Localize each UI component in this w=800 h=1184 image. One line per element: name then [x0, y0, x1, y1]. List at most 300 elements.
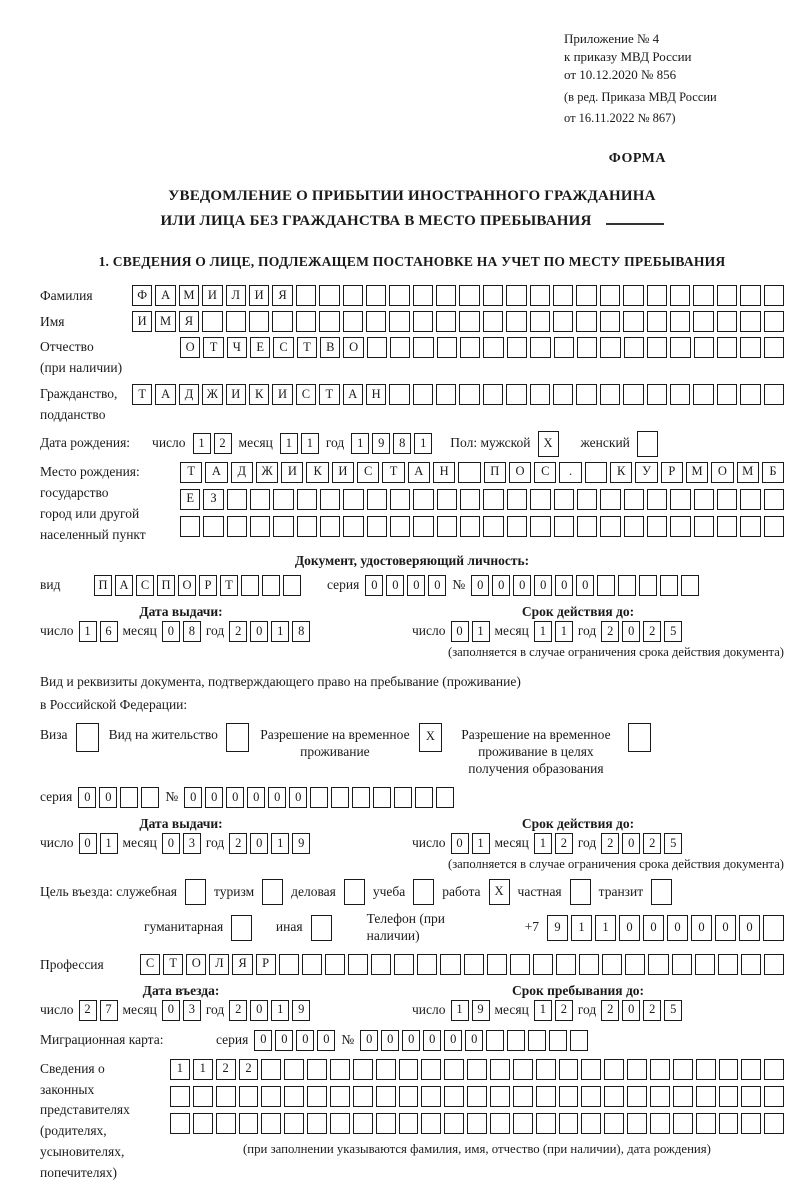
- char-box[interactable]: [320, 489, 340, 510]
- char-box[interactable]: [464, 954, 484, 975]
- char-box[interactable]: 9: [547, 915, 568, 941]
- char-box[interactable]: [604, 1113, 624, 1134]
- char-box[interactable]: Б: [762, 462, 784, 483]
- char-box[interactable]: [660, 575, 678, 596]
- char-box[interactable]: Д: [231, 462, 253, 483]
- char-box[interactable]: [696, 1113, 716, 1134]
- char-box[interactable]: 0: [619, 915, 640, 941]
- char-box[interactable]: [764, 1086, 784, 1107]
- char-box[interactable]: [483, 311, 503, 332]
- char-box[interactable]: 1: [534, 833, 552, 854]
- char-box[interactable]: [764, 311, 784, 332]
- char-box[interactable]: Ж: [256, 462, 278, 483]
- char-box[interactable]: 0: [428, 575, 446, 596]
- char-box[interactable]: 1: [414, 433, 432, 454]
- char-box[interactable]: [600, 337, 620, 358]
- char-box[interactable]: [399, 1086, 419, 1107]
- char-box[interactable]: [460, 337, 480, 358]
- char-box[interactable]: [513, 1059, 533, 1080]
- char-box[interactable]: [203, 516, 223, 537]
- char-box[interactable]: И: [332, 462, 354, 483]
- char-box[interactable]: А: [205, 462, 227, 483]
- char-box[interactable]: [273, 489, 293, 510]
- char-box[interactable]: [577, 489, 597, 510]
- char-box[interactable]: О: [178, 575, 196, 596]
- char-box[interactable]: [625, 954, 645, 975]
- char-box[interactable]: 2: [216, 1059, 236, 1080]
- char-box[interactable]: [436, 384, 456, 405]
- char-box[interactable]: А: [155, 285, 175, 306]
- char-box[interactable]: [530, 516, 550, 537]
- char-box[interactable]: [764, 337, 784, 358]
- char-box[interactable]: [581, 1059, 601, 1080]
- char-box[interactable]: [536, 1086, 556, 1107]
- char-box[interactable]: 5: [664, 1000, 682, 1021]
- char-box[interactable]: [764, 384, 784, 405]
- char-box[interactable]: Р: [256, 954, 276, 975]
- char-box[interactable]: [576, 285, 596, 306]
- char-box[interactable]: 2: [643, 833, 661, 854]
- char-box[interactable]: [650, 1113, 670, 1134]
- char-box[interactable]: [719, 1059, 739, 1080]
- char-box[interactable]: 0: [162, 833, 180, 854]
- char-box[interactable]: И: [272, 384, 292, 405]
- char-box[interactable]: [330, 1086, 350, 1107]
- char-box[interactable]: 8: [292, 621, 310, 642]
- char-box[interactable]: У: [635, 462, 657, 483]
- char-box[interactable]: [585, 462, 607, 483]
- char-box[interactable]: [670, 337, 690, 358]
- char-box[interactable]: [600, 384, 620, 405]
- char-box[interactable]: 6: [100, 621, 118, 642]
- char-box[interactable]: [740, 337, 760, 358]
- char-box[interactable]: [343, 489, 363, 510]
- temp-residence-checkbox[interactable]: [419, 723, 442, 752]
- char-box[interactable]: [440, 954, 460, 975]
- char-box[interactable]: 1: [193, 1059, 213, 1080]
- char-box[interactable]: [394, 954, 414, 975]
- char-box[interactable]: [600, 311, 620, 332]
- char-box[interactable]: 8: [393, 433, 411, 454]
- char-box[interactable]: [344, 879, 365, 905]
- char-box[interactable]: 1: [595, 915, 616, 941]
- char-box[interactable]: 2: [214, 433, 232, 454]
- char-box[interactable]: [202, 311, 222, 332]
- char-box[interactable]: [262, 879, 283, 905]
- char-box[interactable]: [261, 1086, 281, 1107]
- char-box[interactable]: 0: [471, 575, 489, 596]
- purpose-humanitarian-checkbox[interactable]: [231, 915, 252, 941]
- char-box[interactable]: 0: [643, 915, 664, 941]
- char-box[interactable]: [417, 954, 437, 975]
- char-box[interactable]: [718, 954, 738, 975]
- char-box[interactable]: [444, 1113, 464, 1134]
- char-box[interactable]: 2: [229, 833, 247, 854]
- char-box[interactable]: [467, 1086, 487, 1107]
- char-box[interactable]: [740, 516, 760, 537]
- char-box[interactable]: 7: [100, 1000, 118, 1021]
- char-box[interactable]: [486, 1030, 504, 1051]
- char-box[interactable]: С: [357, 462, 379, 483]
- char-box[interactable]: В: [320, 337, 340, 358]
- char-box[interactable]: [570, 879, 591, 905]
- char-box[interactable]: [284, 1113, 304, 1134]
- char-box[interactable]: [647, 311, 667, 332]
- visa-checkbox[interactable]: [76, 723, 99, 752]
- char-box[interactable]: [579, 954, 599, 975]
- char-box[interactable]: [647, 516, 667, 537]
- char-box[interactable]: [623, 384, 643, 405]
- char-box[interactable]: [577, 516, 597, 537]
- char-box[interactable]: [437, 337, 457, 358]
- purpose-tourism-checkbox[interactable]: [262, 879, 283, 905]
- char-box[interactable]: 9: [292, 1000, 310, 1021]
- char-box[interactable]: П: [484, 462, 506, 483]
- char-box[interactable]: [459, 311, 479, 332]
- char-box[interactable]: С: [140, 954, 160, 975]
- char-box[interactable]: 2: [601, 621, 619, 642]
- char-box[interactable]: [741, 954, 761, 975]
- char-box[interactable]: [672, 954, 692, 975]
- char-box[interactable]: К: [610, 462, 632, 483]
- char-box[interactable]: [120, 787, 138, 808]
- char-box[interactable]: [554, 516, 574, 537]
- char-box[interactable]: [693, 311, 713, 332]
- char-box[interactable]: 1: [100, 833, 118, 854]
- char-box[interactable]: [507, 1030, 525, 1051]
- purpose-official-checkbox[interactable]: [185, 879, 206, 905]
- char-box[interactable]: [170, 1113, 190, 1134]
- char-box[interactable]: М: [155, 311, 175, 332]
- purpose-other-checkbox[interactable]: [311, 915, 332, 941]
- char-box[interactable]: [250, 516, 270, 537]
- char-box[interactable]: [536, 1059, 556, 1080]
- char-box[interactable]: М: [179, 285, 199, 306]
- char-box[interactable]: [226, 311, 246, 332]
- char-box[interactable]: [413, 516, 433, 537]
- purpose-business-checkbox[interactable]: [344, 879, 365, 905]
- char-box[interactable]: Е: [250, 337, 270, 358]
- char-box[interactable]: [421, 1059, 441, 1080]
- char-box[interactable]: А: [115, 575, 133, 596]
- char-box[interactable]: [670, 285, 690, 306]
- char-box[interactable]: [581, 1086, 601, 1107]
- char-box[interactable]: [556, 954, 576, 975]
- char-box[interactable]: [330, 1059, 350, 1080]
- char-box[interactable]: Ф: [132, 285, 152, 306]
- char-box[interactable]: [624, 516, 644, 537]
- char-box[interactable]: [483, 384, 503, 405]
- purpose-private-checkbox[interactable]: [570, 879, 591, 905]
- char-box[interactable]: [459, 285, 479, 306]
- char-box[interactable]: [717, 311, 737, 332]
- char-box[interactable]: 2: [79, 1000, 97, 1021]
- char-box[interactable]: [458, 462, 480, 483]
- char-box[interactable]: К: [306, 462, 328, 483]
- char-box[interactable]: Т: [203, 337, 223, 358]
- char-box[interactable]: [284, 1086, 304, 1107]
- char-box[interactable]: [261, 1113, 281, 1134]
- char-box[interactable]: .: [559, 462, 581, 483]
- char-box[interactable]: [366, 311, 386, 332]
- char-box[interactable]: [389, 285, 409, 306]
- char-box[interactable]: Ж: [202, 384, 222, 405]
- char-box[interactable]: [390, 337, 410, 358]
- char-box[interactable]: Д: [179, 384, 199, 405]
- char-box[interactable]: [296, 285, 316, 306]
- char-box[interactable]: [436, 787, 454, 808]
- char-box[interactable]: [239, 1113, 259, 1134]
- char-box[interactable]: С: [534, 462, 556, 483]
- char-box[interactable]: [227, 489, 247, 510]
- char-box[interactable]: [764, 954, 784, 975]
- char-box[interactable]: [273, 516, 293, 537]
- char-box[interactable]: [717, 489, 737, 510]
- char-box[interactable]: [627, 1086, 647, 1107]
- char-box[interactable]: [717, 384, 737, 405]
- char-box[interactable]: [549, 1030, 567, 1051]
- char-box[interactable]: [352, 787, 370, 808]
- char-box[interactable]: [490, 1059, 510, 1080]
- char-box[interactable]: [353, 1086, 373, 1107]
- char-box[interactable]: А: [343, 384, 363, 405]
- char-box[interactable]: 0: [667, 915, 688, 941]
- char-box[interactable]: [696, 1059, 716, 1080]
- char-box[interactable]: 0: [289, 787, 307, 808]
- char-box[interactable]: [719, 1113, 739, 1134]
- char-box[interactable]: [604, 1086, 624, 1107]
- char-box[interactable]: [231, 915, 252, 941]
- char-box[interactable]: 0: [534, 575, 552, 596]
- char-box[interactable]: 1: [571, 915, 592, 941]
- char-box[interactable]: [623, 311, 643, 332]
- char-box[interactable]: 0: [184, 787, 202, 808]
- char-box[interactable]: И: [249, 285, 269, 306]
- char-box[interactable]: 0: [79, 833, 97, 854]
- char-box[interactable]: Я: [232, 954, 252, 975]
- temp-residence-edu-checkbox[interactable]: [628, 723, 651, 752]
- char-box[interactable]: 2: [601, 833, 619, 854]
- purpose-transit-checkbox[interactable]: [651, 879, 672, 905]
- char-box[interactable]: Е: [180, 489, 200, 510]
- char-box[interactable]: Т: [382, 462, 404, 483]
- char-box[interactable]: 1: [193, 433, 211, 454]
- char-box[interactable]: О: [180, 337, 200, 358]
- char-box[interactable]: [376, 1059, 396, 1080]
- char-box[interactable]: [180, 516, 200, 537]
- char-box[interactable]: [413, 337, 433, 358]
- char-box[interactable]: [343, 311, 363, 332]
- char-box[interactable]: 1: [534, 621, 552, 642]
- char-box[interactable]: С: [136, 575, 154, 596]
- char-box[interactable]: [764, 1113, 784, 1134]
- char-box[interactable]: [348, 954, 368, 975]
- char-box[interactable]: 0: [99, 787, 117, 808]
- char-box[interactable]: [554, 489, 574, 510]
- char-box[interactable]: [528, 1030, 546, 1051]
- char-box[interactable]: [627, 1113, 647, 1134]
- char-box[interactable]: [216, 1113, 236, 1134]
- char-box[interactable]: [694, 516, 714, 537]
- char-box[interactable]: [554, 337, 574, 358]
- char-box[interactable]: X: [419, 723, 442, 752]
- char-box[interactable]: 1: [271, 833, 289, 854]
- char-box[interactable]: [576, 384, 596, 405]
- char-box[interactable]: [576, 311, 596, 332]
- char-box[interactable]: X: [538, 431, 559, 457]
- char-box[interactable]: 0: [402, 1030, 420, 1051]
- char-box[interactable]: 2: [601, 1000, 619, 1021]
- char-box[interactable]: [741, 1059, 761, 1080]
- char-box[interactable]: 1: [351, 433, 369, 454]
- char-box[interactable]: С: [273, 337, 293, 358]
- char-box[interactable]: 0: [622, 621, 640, 642]
- char-box[interactable]: [553, 311, 573, 332]
- char-box[interactable]: [740, 384, 760, 405]
- char-box[interactable]: 9: [472, 1000, 490, 1021]
- char-box[interactable]: [170, 1086, 190, 1107]
- char-box[interactable]: [597, 575, 615, 596]
- char-box[interactable]: [272, 311, 292, 332]
- char-box[interactable]: [600, 489, 620, 510]
- char-box[interactable]: [741, 1086, 761, 1107]
- char-box[interactable]: [764, 489, 784, 510]
- char-box[interactable]: [297, 516, 317, 537]
- char-box[interactable]: [530, 384, 550, 405]
- char-box[interactable]: 5: [664, 833, 682, 854]
- char-box[interactable]: [764, 285, 784, 306]
- char-box[interactable]: [719, 1086, 739, 1107]
- char-box[interactable]: П: [157, 575, 175, 596]
- char-box[interactable]: [506, 285, 526, 306]
- char-box[interactable]: 2: [555, 1000, 573, 1021]
- char-box[interactable]: 0: [250, 1000, 268, 1021]
- char-box[interactable]: [647, 489, 667, 510]
- char-box[interactable]: Т: [163, 954, 183, 975]
- char-box[interactable]: [483, 337, 503, 358]
- char-box[interactable]: 0: [555, 575, 573, 596]
- char-box[interactable]: [763, 915, 784, 941]
- char-box[interactable]: [376, 1113, 396, 1134]
- residence-permit-checkbox[interactable]: [226, 723, 249, 752]
- char-box[interactable]: [637, 431, 658, 457]
- char-box[interactable]: [507, 337, 527, 358]
- purpose-study-checkbox[interactable]: [413, 879, 434, 905]
- char-box[interactable]: [483, 489, 503, 510]
- char-box[interactable]: [717, 285, 737, 306]
- char-box[interactable]: [325, 954, 345, 975]
- char-box[interactable]: [415, 787, 433, 808]
- char-box[interactable]: [343, 285, 363, 306]
- char-box[interactable]: [460, 489, 480, 510]
- char-box[interactable]: [226, 723, 249, 752]
- char-box[interactable]: 0: [162, 1000, 180, 1021]
- char-box[interactable]: П: [94, 575, 112, 596]
- char-box[interactable]: [651, 879, 672, 905]
- char-box[interactable]: [460, 516, 480, 537]
- char-box[interactable]: [437, 489, 457, 510]
- char-box[interactable]: 0: [622, 1000, 640, 1021]
- char-box[interactable]: И: [202, 285, 222, 306]
- char-box[interactable]: [320, 516, 340, 537]
- char-box[interactable]: 0: [492, 575, 510, 596]
- char-box[interactable]: [693, 285, 713, 306]
- char-box[interactable]: [330, 1113, 350, 1134]
- char-box[interactable]: [376, 1086, 396, 1107]
- char-box[interactable]: И: [226, 384, 246, 405]
- char-box[interactable]: [618, 575, 636, 596]
- char-box[interactable]: [533, 954, 553, 975]
- char-box[interactable]: [284, 1059, 304, 1080]
- char-box[interactable]: [239, 1086, 259, 1107]
- char-box[interactable]: Н: [433, 462, 455, 483]
- char-box[interactable]: [506, 311, 526, 332]
- char-box[interactable]: [241, 575, 259, 596]
- char-box[interactable]: Р: [661, 462, 683, 483]
- char-box[interactable]: [421, 1113, 441, 1134]
- char-box[interactable]: [444, 1059, 464, 1080]
- char-box[interactable]: [467, 1113, 487, 1134]
- char-box[interactable]: Л: [209, 954, 229, 975]
- char-box[interactable]: 0: [162, 621, 180, 642]
- char-box[interactable]: [740, 489, 760, 510]
- char-box[interactable]: [367, 489, 387, 510]
- char-box[interactable]: [693, 384, 713, 405]
- char-box[interactable]: [670, 384, 690, 405]
- char-box[interactable]: [740, 311, 760, 332]
- char-box[interactable]: Я: [179, 311, 199, 332]
- char-box[interactable]: [141, 787, 159, 808]
- char-box[interactable]: 0: [444, 1030, 462, 1051]
- char-box[interactable]: А: [408, 462, 430, 483]
- char-box[interactable]: [459, 384, 479, 405]
- char-box[interactable]: [696, 1086, 716, 1107]
- char-box[interactable]: 0: [407, 575, 425, 596]
- char-box[interactable]: [483, 285, 503, 306]
- char-box[interactable]: 2: [229, 621, 247, 642]
- char-box[interactable]: [444, 1086, 464, 1107]
- char-box[interactable]: [262, 575, 280, 596]
- char-box[interactable]: [310, 787, 328, 808]
- char-box[interactable]: [216, 1086, 236, 1107]
- char-box[interactable]: [413, 384, 433, 405]
- char-box[interactable]: 0: [423, 1030, 441, 1051]
- char-box[interactable]: 2: [643, 621, 661, 642]
- char-box[interactable]: 0: [78, 787, 96, 808]
- char-box[interactable]: 2: [229, 1000, 247, 1021]
- char-box[interactable]: 3: [183, 1000, 201, 1021]
- char-box[interactable]: [261, 1059, 281, 1080]
- char-box[interactable]: 1: [472, 621, 490, 642]
- char-box[interactable]: [581, 1113, 601, 1134]
- char-box[interactable]: 0: [622, 833, 640, 854]
- char-box[interactable]: [76, 723, 99, 752]
- char-box[interactable]: [670, 311, 690, 332]
- char-box[interactable]: [371, 954, 391, 975]
- char-box[interactable]: 9: [372, 433, 390, 454]
- char-box[interactable]: [530, 285, 550, 306]
- char-box[interactable]: 0: [381, 1030, 399, 1051]
- char-box[interactable]: Т: [297, 337, 317, 358]
- char-box[interactable]: [570, 1030, 588, 1051]
- char-box[interactable]: [623, 285, 643, 306]
- char-box[interactable]: 0: [268, 787, 286, 808]
- char-box[interactable]: X: [489, 879, 510, 905]
- char-box[interactable]: 9: [292, 833, 310, 854]
- char-box[interactable]: О: [186, 954, 206, 975]
- char-box[interactable]: 0: [451, 621, 469, 642]
- char-box[interactable]: [600, 285, 620, 306]
